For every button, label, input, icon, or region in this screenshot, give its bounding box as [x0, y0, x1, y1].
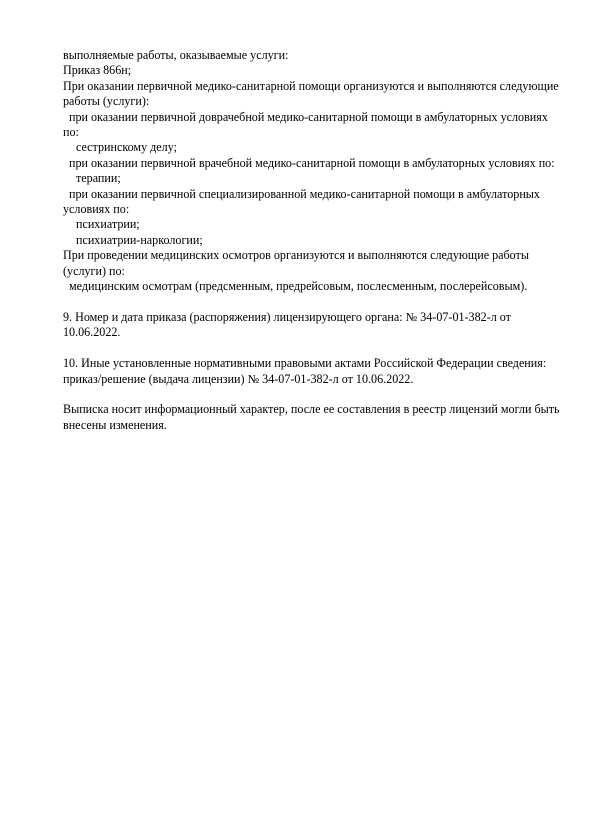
text-line: при оказании первичной врачебной медико-санитарной помощи в амбулаторных условиях по:	[69, 155, 555, 170]
text-line: Выписка носит информационный характер, после ее составления в реестр лицензий могли быть	[63, 402, 560, 417]
text-line: сестринскому делу;	[76, 140, 177, 155]
text-line: медицинским осмотрам (предсменным, предрейсовым, послесменным, послерейсовым).	[69, 279, 528, 294]
text-line: 10. Иные установленные нормативными правовыми актами Российской Федерации сведения:	[63, 356, 547, 371]
text-line: (услуги) по:	[63, 263, 125, 278]
paragraph-gap	[63, 387, 583, 402]
text-line: 9. Номер и дата приказа (распоряжения) лицензирующего органа: № 34-07-01-382-л от	[63, 309, 511, 324]
text-line: терапии;	[76, 171, 121, 186]
text-line: по:	[63, 125, 79, 140]
paragraph-gap	[63, 341, 583, 356]
text-line: при оказании первичной доврачебной медико-санитарной помощи в амбулаторных условиях	[69, 109, 548, 124]
paragraph-gap	[63, 295, 583, 310]
text-line: при оказании первичной специализированной медико-санитарной помощи в амбулаторных	[69, 186, 540, 201]
text-line: При оказании первичной медико-санитарной помощи организуются и выполняются следующие	[63, 78, 559, 93]
text-line: внесены изменения.	[63, 417, 167, 432]
text-line: выполняемые работы, оказываемые услуги:	[63, 48, 289, 62]
text-line: работы (услуги):	[63, 94, 150, 109]
text-line: 10.06.2022.	[63, 325, 121, 340]
text-line: условиях по:	[63, 202, 130, 217]
text-line: приказ/решение (выдача лицензии) № 34-07-01-382-л от 10.06.2022.	[63, 371, 414, 386]
text-line: Приказ 866н;	[63, 63, 132, 78]
text-line: психиатрии;	[76, 217, 140, 232]
text-line: психиатрии-наркологии;	[76, 232, 203, 247]
document-body	[63, 48, 583, 433]
text-line: При проведении медицинских осмотров организуются и выполняются следующие работы	[63, 248, 529, 263]
